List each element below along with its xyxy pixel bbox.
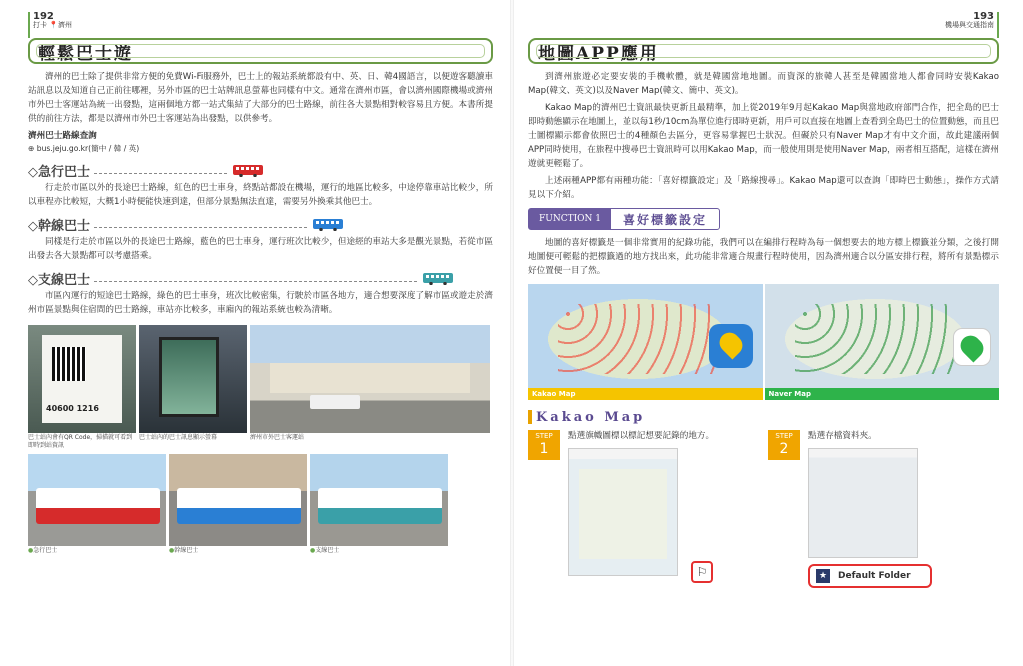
section-title-box (28, 38, 493, 64)
step-2-badge: STEP 2 (768, 430, 800, 460)
section-title: 輕鬆巴士遊 (38, 43, 133, 64)
kakao-detail-paragraph: Kakao Map的濟州巴士資訊最快更新且最精準，加上從2019年9月起Kakao Map與當地政府部門合作，把全島的巴士即時動態顯示在地圖上，並以每1秒/10cm為單位進行即時更新，用戶可以直接在地圖上查看到全島巴士的位置動態，而且巴士圖標顯示都會依照巴士的4種顏色去區分，更容易掌握巴士狀況。但礙於只有Naver Map才有中文介面，故此建議兩個APP同時使用，在旅程中搜尋巴士資訊時可以用Kakao Map，而一般使用則是使用Naver Map，兩者相互搭配，這樣在濟州遊就更輕鬆了。 (528, 103, 999, 169)
trunk-bus-text: 同樣是行走於市區以外的長途巴士路線，藍色的巴士車身，運行班次比較少，但途經的車站大多是觀光景點，若從市區出發去各大景點都可以考慮搭乘。 (28, 237, 493, 261)
branch-bus-text: 市區內運行的短途巴士路線，綠色的巴士車身，班次比較密集，行駛於市區各地方，適合想要深度了解市區或遊走於濟州市區景點與住宿間的巴士路線，車站亦比較多，車廂內的報站系統也較為清晰。 (28, 291, 493, 315)
step-2 (768, 430, 998, 588)
section-title-right: 地圖APP應用 (538, 43, 659, 64)
app-intro-paragraph: 到濟州旅遊必定要安裝的手機軟體，就是韓國當地地圖。而資深的旅韓人甚至是韓國當地人都會同時安裝Kakao Map(韓文、英文)以及Naver Map(韓文、簡中、英文)。 (528, 72, 999, 96)
default-folder-label: Default Folder (838, 571, 911, 581)
blue-bus-icon (313, 219, 343, 229)
step-1-screenshot (568, 448, 708, 579)
left-running-head (28, 12, 493, 38)
step-2-screenshot (808, 448, 918, 558)
trunk-bus-label: ◇幹線巴士 (28, 218, 90, 234)
naver-map-label: Naver Map (765, 388, 1000, 400)
route-query-heading: 濟州巴士路線查詢 (28, 131, 97, 141)
photo-bus-info-screen (139, 325, 247, 433)
photo-caption-screen: 巴士站內的巴士訊息顯示螢幕 (139, 434, 218, 441)
intro-paragraph: 濟州的巴士除了提供非常方便的免費Wi-Fi服務外，巴士上的報站系統都設有中、英、日、韓4國語言，以便遊客聽讀車站訊息以及知道自己正前往哪裡，另外市區的巴士站牌訊息螢幕也同樣有中文。通常在濟州市區，會以濟州國際機場或濟州市外巴士客運站為統一出發點，這兩個地方都一站式集結了大部分的巴士路線，前往各大景點相對較容易且方便。本書所提供的前往方法，都是以濟州市外巴士客運站為出發點，以供參考。 (28, 72, 493, 124)
default-folder-button[interactable] (808, 564, 932, 588)
photo-caption-terminal: 濟州市外巴士客運站 (250, 434, 305, 441)
photo-caption-express: ●急行巴士 (28, 547, 58, 554)
page-number: 192 (33, 11, 54, 22)
photo-caption-qr: 巴士站內會有QR Code，掃描就可看到即時到站資訊 (28, 434, 133, 449)
photo-branch-bus (310, 454, 448, 546)
step-1-text: 點選旗幟圖標以標記想要記錄的地方。 (568, 431, 715, 441)
function-tag: FUNCTION 1 (529, 209, 611, 229)
express-bus-heading (28, 161, 493, 179)
chapter-label: 打卡 📍濟州 (33, 21, 72, 29)
right-page (516, 0, 1023, 666)
map-screenshots (528, 284, 999, 400)
step-2-text: 點選存檔資料夾。 (808, 431, 877, 441)
kakao-section-heading (528, 408, 999, 426)
kakao-map-screenshot (528, 284, 763, 400)
red-bus-icon (233, 165, 263, 175)
kakao-pin-icon (709, 324, 753, 368)
chapter-label-right: 機場與交通指南 (945, 21, 994, 29)
branch-bus-label: ◇支線巴士 (28, 272, 90, 288)
tag-feature-paragraph: 地圖的喜好標籤是一個非常實用的紀錄功能，我們可以在編排行程時為每一個想要去的地方標上標籤並分類，之後打開地圖便可輕鬆的把標籤過的地方找出來，此功能非常適合規畫行程時使用，因為濟州適合以分區安排行程，將所有景點標示好位置便一目了然。 (528, 238, 999, 276)
step-1 (528, 430, 748, 588)
photo-row-1 (28, 325, 493, 450)
photo-trunk-block (169, 454, 307, 555)
left-page (0, 0, 507, 666)
steps-row (528, 430, 999, 588)
function-name: 喜好標籤設定 (623, 212, 708, 227)
naver-pin-icon (953, 328, 991, 366)
bookmark-flag-icon[interactable]: ⚐ (691, 561, 713, 583)
photo-qr-block (28, 325, 136, 450)
express-bus-text: 行走於市區以外的長途巴士路線，紅色的巴士車身，終點站都設在機場，運行的地區比較多，中途停靠車站比較少，所以車程亦比較短，大概1小時便能快速到達，但部分景點無法直達，需要另外換乘其他巴士。 (28, 183, 493, 207)
photo-trunk-bus (169, 454, 307, 546)
kakao-map-label: Kakao Map (528, 388, 763, 400)
photo-bus-terminal (250, 325, 490, 433)
photo-qr-sign (28, 325, 136, 433)
star-icon: ★ (816, 569, 830, 583)
teal-bus-icon (423, 273, 453, 283)
functions-paragraph: 上述兩種APP都有兩種功能：「喜好標籤設定」及「路線搜尋」。Kakao Map還可以查詢「即時巴士動態」，操作方式請見以下介紹。 (528, 176, 999, 200)
photo-screen-block (139, 325, 247, 450)
trunk-bus-heading (28, 215, 493, 233)
naver-map-screenshot (765, 284, 1000, 400)
express-bus-label: ◇急行巴士 (28, 164, 90, 180)
function-1-bar (528, 208, 720, 230)
right-running-head (528, 12, 999, 38)
step-1-badge: STEP 1 (528, 430, 560, 460)
route-query-url: ⊕ bus.jeju.go.kr(簡中 / 韓 / 英) (28, 144, 140, 153)
photo-row-2 (28, 454, 493, 555)
photo-branch-block (310, 454, 448, 555)
section-title-box-right (528, 38, 999, 64)
photo-caption-trunk: ●幹線巴士 (169, 547, 199, 554)
photo-express-block (28, 454, 166, 555)
kakao-section-title: Kakao Map (536, 409, 646, 425)
book-spine (510, 0, 514, 666)
page-number-right: 193 (973, 11, 994, 22)
sign-number: 40600 1216 (46, 404, 99, 413)
photo-terminal-block (250, 325, 490, 450)
branch-bus-heading (28, 269, 493, 287)
photo-express-bus (28, 454, 166, 546)
photo-caption-branch: ●支線巴士 (310, 547, 340, 554)
